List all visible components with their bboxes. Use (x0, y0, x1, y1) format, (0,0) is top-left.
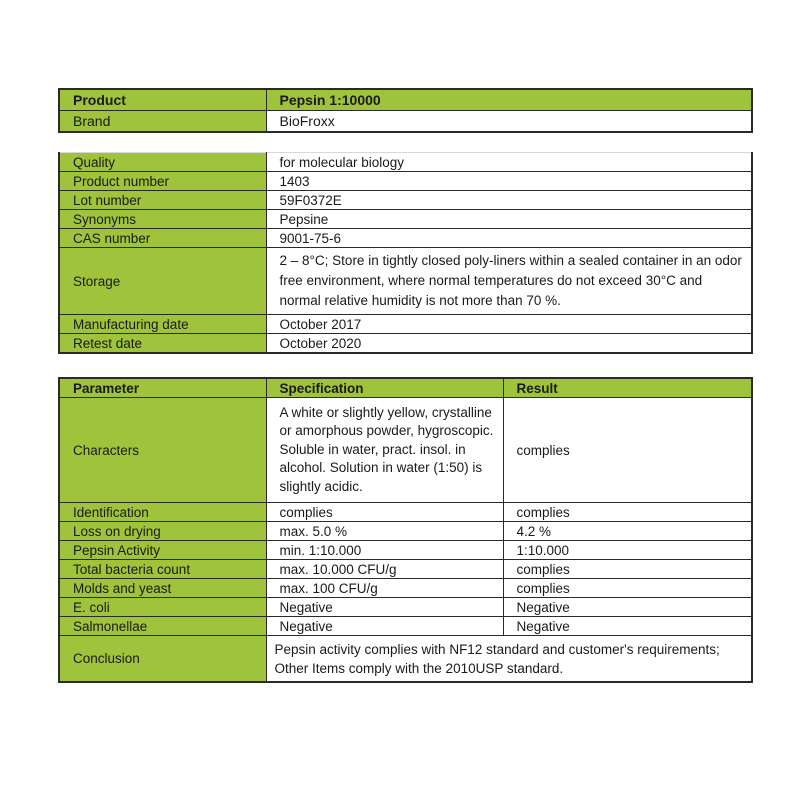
spec-row-identification (59, 503, 752, 522)
spec-row-total-bacteria-count (59, 560, 752, 579)
result-cell: complies (503, 503, 752, 522)
parameter-cell: Total bacteria count (59, 560, 266, 579)
info-label: CAS number (59, 229, 266, 248)
result-cell: 1:10.000 (503, 541, 752, 560)
info-value: 1403 (266, 172, 752, 191)
info-row-storage (59, 248, 752, 315)
spec-header-row (59, 378, 752, 398)
info-row-manufacturing-date (59, 315, 752, 334)
info-label: Synonyms (59, 210, 266, 229)
info-row-cas-number (59, 229, 752, 248)
spec-row-characters (59, 398, 752, 503)
result-cell: complies (503, 579, 752, 598)
info-label: Storage (59, 248, 266, 315)
specification-cell: max. 5.0 % (266, 522, 503, 541)
column-header-specification: Specification (266, 378, 503, 398)
spec-row-loss-on-drying (59, 522, 752, 541)
info-label: Product number (59, 172, 266, 191)
specification-cell: complies (266, 503, 503, 522)
result-cell: 4.2 % (503, 522, 752, 541)
specification-cell: max. 100 CFU/g (266, 579, 503, 598)
info-label: Manufacturing date (59, 315, 266, 334)
info-value: 2 – 8°C; Store in tightly closed poly-liners within a sealed container in an odor free environment, where normal temperatures do not exceed 30°C and normal relative humidity is not more than 70 %. (266, 248, 752, 315)
brand-row (59, 111, 752, 133)
specification-table (58, 377, 753, 683)
info-row-product-number (59, 172, 752, 191)
product-value: Pepsin 1:10000 (266, 89, 752, 111)
spec-row-molds-and-yeast (59, 579, 752, 598)
parameter-cell: Identification (59, 503, 266, 522)
spec-row-e-coli (59, 598, 752, 617)
parameter-cell: E. coli (59, 598, 266, 617)
brand-value: BioFroxx (266, 111, 752, 133)
specification-cell: max. 10.000 CFU/g (266, 560, 503, 579)
parameter-cell: Characters (59, 398, 266, 503)
product-info-table (58, 152, 753, 354)
info-value: 9001-75-6 (266, 229, 752, 248)
column-header-result: Result (503, 378, 752, 398)
product-header-table (58, 88, 753, 133)
result-cell: Negative (503, 598, 752, 617)
product-label: Product (59, 89, 266, 111)
info-row-quality (59, 153, 752, 172)
brand-label: Brand (59, 111, 266, 133)
conclusion-text: Pepsin activity complies with NF12 standard and customer's requirements; Other Items comply with the 2010USP standard. (266, 636, 752, 683)
info-value: 59F0372E (266, 191, 752, 210)
info-row-retest-date (59, 334, 752, 354)
info-label: Retest date (59, 334, 266, 354)
result-cell: Negative (503, 617, 752, 636)
specification-cell: A white or slightly yellow, crystalline or amorphous powder, hygroscopic. Soluble in water, pract. insol. in alcohol. Solution in water (1:50) is slightly acidic. (266, 398, 503, 503)
specification-cell: Negative (266, 617, 503, 636)
parameter-cell: Loss on drying (59, 522, 266, 541)
result-cell: complies (503, 398, 752, 503)
specification-cell: min. 1:10.000 (266, 541, 503, 560)
spec-row-pepsin-activity (59, 541, 752, 560)
product-row (59, 89, 752, 111)
column-header-parameter: Parameter (59, 378, 266, 398)
parameter-cell: Salmonellae (59, 617, 266, 636)
info-value: October 2017 (266, 315, 752, 334)
conclusion-label: Conclusion (59, 636, 266, 683)
info-row-synonyms (59, 210, 752, 229)
result-cell: complies (503, 560, 752, 579)
info-row-lot-number (59, 191, 752, 210)
info-label: Lot number (59, 191, 266, 210)
parameter-cell: Molds and yeast (59, 579, 266, 598)
parameter-cell: Pepsin Activity (59, 541, 266, 560)
spec-row-salmonellae (59, 617, 752, 636)
info-value: October 2020 (266, 334, 752, 354)
info-value: for molecular biology (266, 153, 752, 172)
info-label: Quality (59, 153, 266, 172)
specification-cell: Negative (266, 598, 503, 617)
spec-row-conclusion (59, 636, 752, 683)
info-value: Pepsine (266, 210, 752, 229)
